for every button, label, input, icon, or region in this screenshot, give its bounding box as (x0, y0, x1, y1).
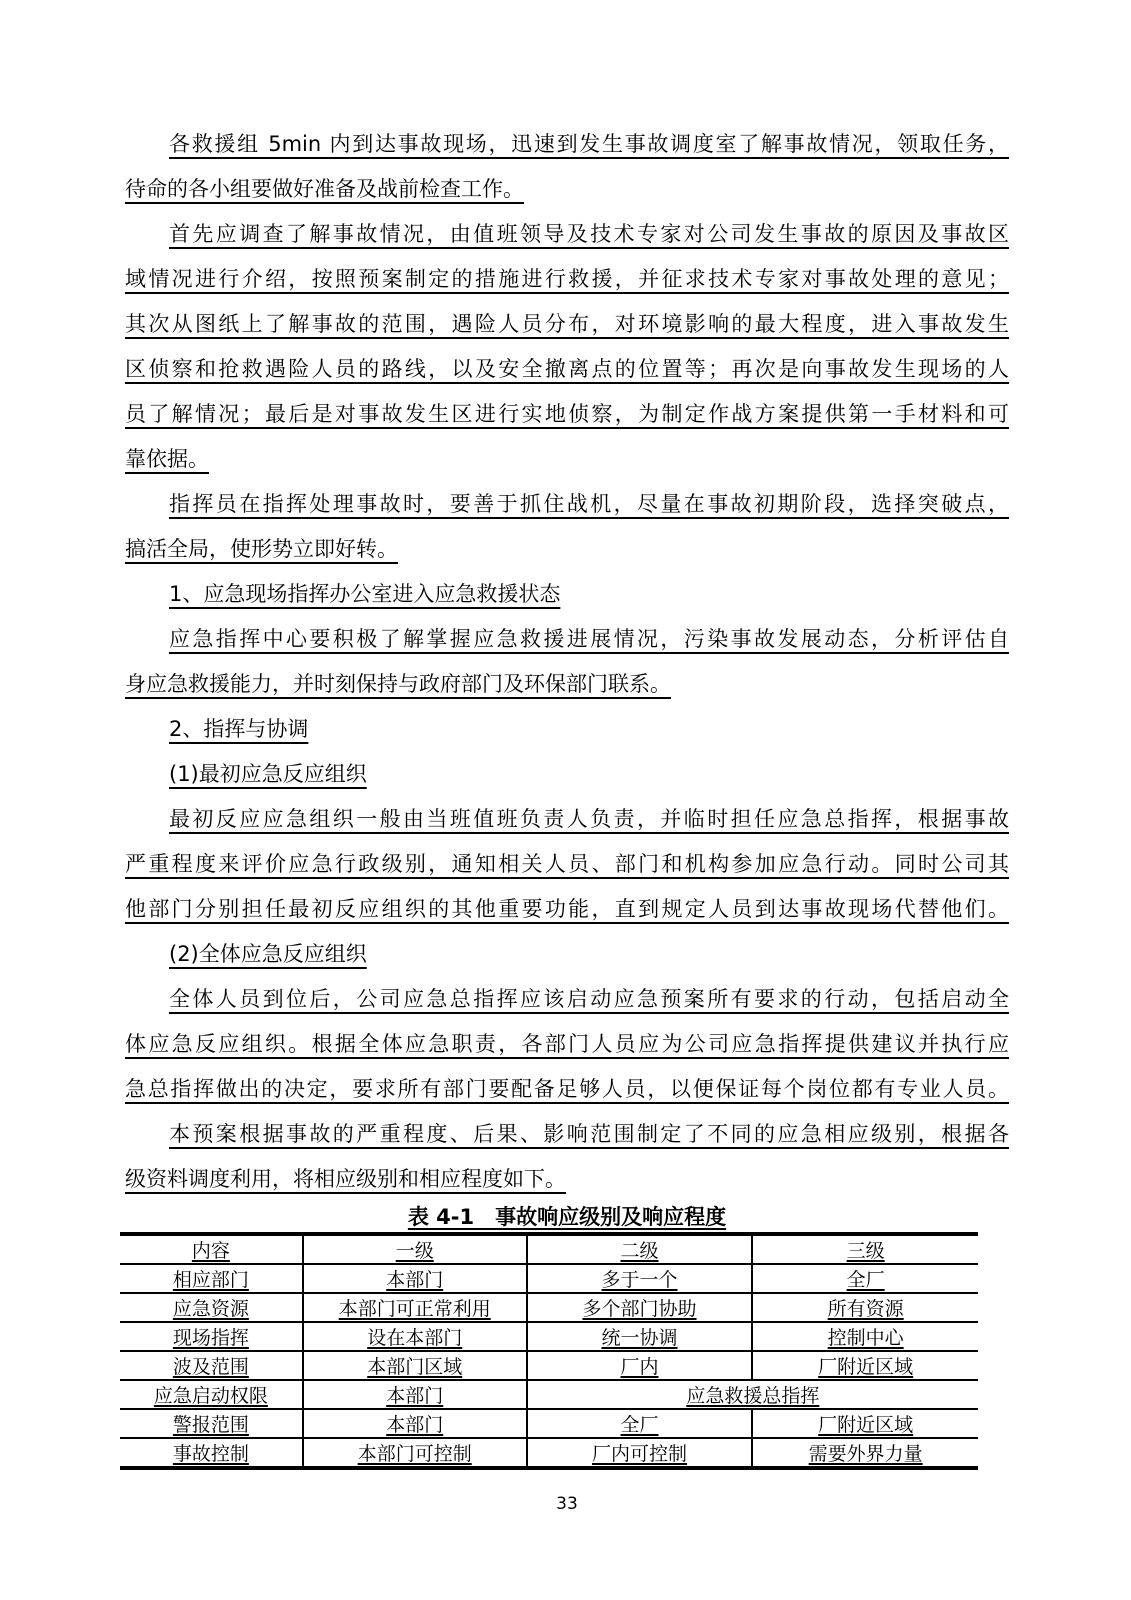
text-line: 各救援组 5min 内到达事故现场，迅速到发生事故调度室了解事故情况，领取任务， (169, 132, 1009, 156)
heading-line: 2、指挥与协调 (169, 717, 309, 741)
table-cell (527, 1351, 753, 1380)
table-cell (120, 1380, 303, 1409)
text-line: 级资料调度利用，将相应级别和相应程度如下。 (125, 1167, 566, 1191)
table-cell (303, 1438, 527, 1468)
table-cell (752, 1264, 978, 1293)
table-cell (303, 1409, 527, 1438)
table-cell (303, 1380, 527, 1409)
cell-text: 设在本部门 (367, 1327, 463, 1349)
cell-text: 多个部门协助 (582, 1298, 697, 1320)
cell-text: 内容 (191, 1240, 230, 1262)
cell-text: 本部门 (386, 1414, 444, 1436)
text-line: 域情况进行介绍，按照预案制定的措施进行救援，并征求技术专家对事故处理的意见； (125, 267, 1009, 291)
cell-text: 波及范围 (172, 1356, 249, 1378)
table-cell (303, 1322, 527, 1351)
cell-text: 三级 (846, 1240, 885, 1262)
cell-text: 本部门可控制 (357, 1443, 472, 1465)
table-cell (752, 1293, 978, 1322)
cell-text: 二级 (620, 1240, 659, 1262)
text-line: 他部门分别担任最初反应组织的其他重要功能，直到规定人员到达事故现场代替他们。 (125, 897, 1009, 921)
cell-text: 需要外界力量 (808, 1443, 923, 1465)
cell-text: 事故控制 (172, 1443, 249, 1465)
table-header-cell (120, 1234, 303, 1264)
text-line: 严重程度来评价应急行政级别，通知相关人员、部门和机构参加应急行动。同时公司其 (125, 852, 1009, 876)
table-row (120, 1409, 978, 1438)
table-caption (125, 1204, 1009, 1232)
heading-line: (2)全体应急反应组织 (169, 942, 367, 966)
table-cell (303, 1264, 527, 1293)
response-level-table (120, 1232, 978, 1470)
table-cell (120, 1351, 303, 1380)
text-line: 最初反应应急组织一般由当班值班负责人负责，并临时担任应急总指挥，根据事故 (169, 807, 1009, 831)
cell-text: 所有资源 (827, 1298, 904, 1320)
table-cell (120, 1322, 303, 1351)
table-header-cell (303, 1234, 527, 1264)
cell-text: 多于一个 (601, 1269, 678, 1291)
text-line: 首先应调查了解事故情况，由值班领导及技术专家对公司发生事故的原因及事故区 (169, 222, 1009, 246)
table-cell (527, 1293, 753, 1322)
table-cell (120, 1438, 303, 1468)
cell-text: 现场指挥 (172, 1327, 249, 1349)
text-line: 应急指挥中心要积极了解掌握应急救援进展情况，污染事故发展动态，分析评估自 (169, 627, 1009, 651)
cell-text: 全厂 (846, 1269, 885, 1291)
cell-text: 相应部门 (172, 1269, 249, 1291)
cell-text: 应急启动权限 (153, 1385, 268, 1407)
cell-text: 厂内可控制 (592, 1443, 688, 1465)
table-cell (120, 1409, 303, 1438)
cell-text: 本部门 (386, 1269, 444, 1291)
heading-line: (1)最初应急反应组织 (169, 762, 367, 786)
cell-text: 控制中心 (827, 1327, 904, 1349)
text-line: 急总指挥做出的决定，要求所有部门要配备足够人员，以便保证每个岗位都有专业人员。 (125, 1077, 1009, 1101)
table-cell (752, 1351, 978, 1380)
text-line: 区侦察和抢救遇险人员的路线，以及安全撤离点的位置等；再次是向事故发生现场的人 (125, 357, 1009, 381)
table-cell (752, 1438, 978, 1468)
table-row-merged (120, 1380, 978, 1409)
table-header-cell (752, 1234, 978, 1264)
text-line: 身应急救援能力，并时刻保持与政府部门及环保部门联系。 (125, 672, 671, 696)
cell-text: 本部门区域 (367, 1356, 463, 1378)
table-cell (120, 1264, 303, 1293)
cell-text: 厂附近区域 (818, 1414, 914, 1436)
content-area (125, 122, 1009, 1514)
table-row (120, 1351, 978, 1380)
table-cell (527, 1409, 753, 1438)
table-caption-text: 表 4-1 事故响应级别及响应程度 (407, 1205, 727, 1229)
text-line: 员了解情况；最后是对事故发生区进行实地侦察，为制定作战方案提供第一手材料和可 (125, 402, 1009, 426)
cell-text: 应急资源 (172, 1298, 249, 1320)
cell-text: 全厂 (620, 1414, 659, 1436)
text-line: 指挥员在指挥处理事故时，要善于抓住战机，尽量在事故初期阶段，选择突破点， (169, 492, 1009, 516)
cell-text: 应急救援总指挥 (686, 1385, 820, 1407)
cell-text: 厂内 (620, 1356, 659, 1378)
cell-text: 厂附近区域 (818, 1356, 914, 1378)
heading-line: 1、应急现场指挥办公室进入应急救援状态 (169, 582, 561, 606)
table-cell (527, 1438, 753, 1468)
text-line: 其次从图纸上了解事故的范围，遇险人员分布，对环境影响的最大程度，进入事故发生 (125, 312, 1009, 336)
cell-text: 本部门可正常利用 (338, 1298, 491, 1320)
table-header-row (120, 1234, 978, 1264)
text-line: 本预案根据事故的严重程度、后果、影响范围制定了不同的应急相应级别，根据各 (169, 1122, 1009, 1146)
table-cell (752, 1409, 978, 1438)
table-row (120, 1438, 978, 1468)
page-number: 33 (556, 1494, 578, 1514)
text-line: 靠依据。 (125, 447, 209, 471)
text-line: 待命的各小组要做好准备及战前检查工作。 (125, 177, 524, 201)
table-row (120, 1322, 978, 1351)
table-cell (527, 1264, 753, 1293)
cell-text: 本部门 (386, 1385, 444, 1407)
cell-text: 警报范围 (172, 1414, 249, 1436)
text-line: 搞活全局，使形势立即好转。 (125, 537, 398, 561)
text-line: 全体人员到位后，公司应急总指挥应该启动应急预案所有要求的行动，包括启动全 (169, 987, 1009, 1011)
table-cell (120, 1293, 303, 1322)
table-cell (752, 1322, 978, 1351)
table-header-cell (527, 1234, 753, 1264)
table-cell (527, 1322, 753, 1351)
text-line: 体应急反应组织。根据全体应急职责，各部门人员应为公司应急指挥提供建议并执行应 (125, 1032, 1009, 1056)
table-row (120, 1264, 978, 1293)
table-cell (303, 1351, 527, 1380)
cell-text: 统一协调 (601, 1327, 678, 1349)
table-row (120, 1293, 978, 1322)
table-cell (303, 1293, 527, 1322)
table-cell-merged (527, 1380, 978, 1409)
cell-text: 一级 (395, 1240, 434, 1262)
